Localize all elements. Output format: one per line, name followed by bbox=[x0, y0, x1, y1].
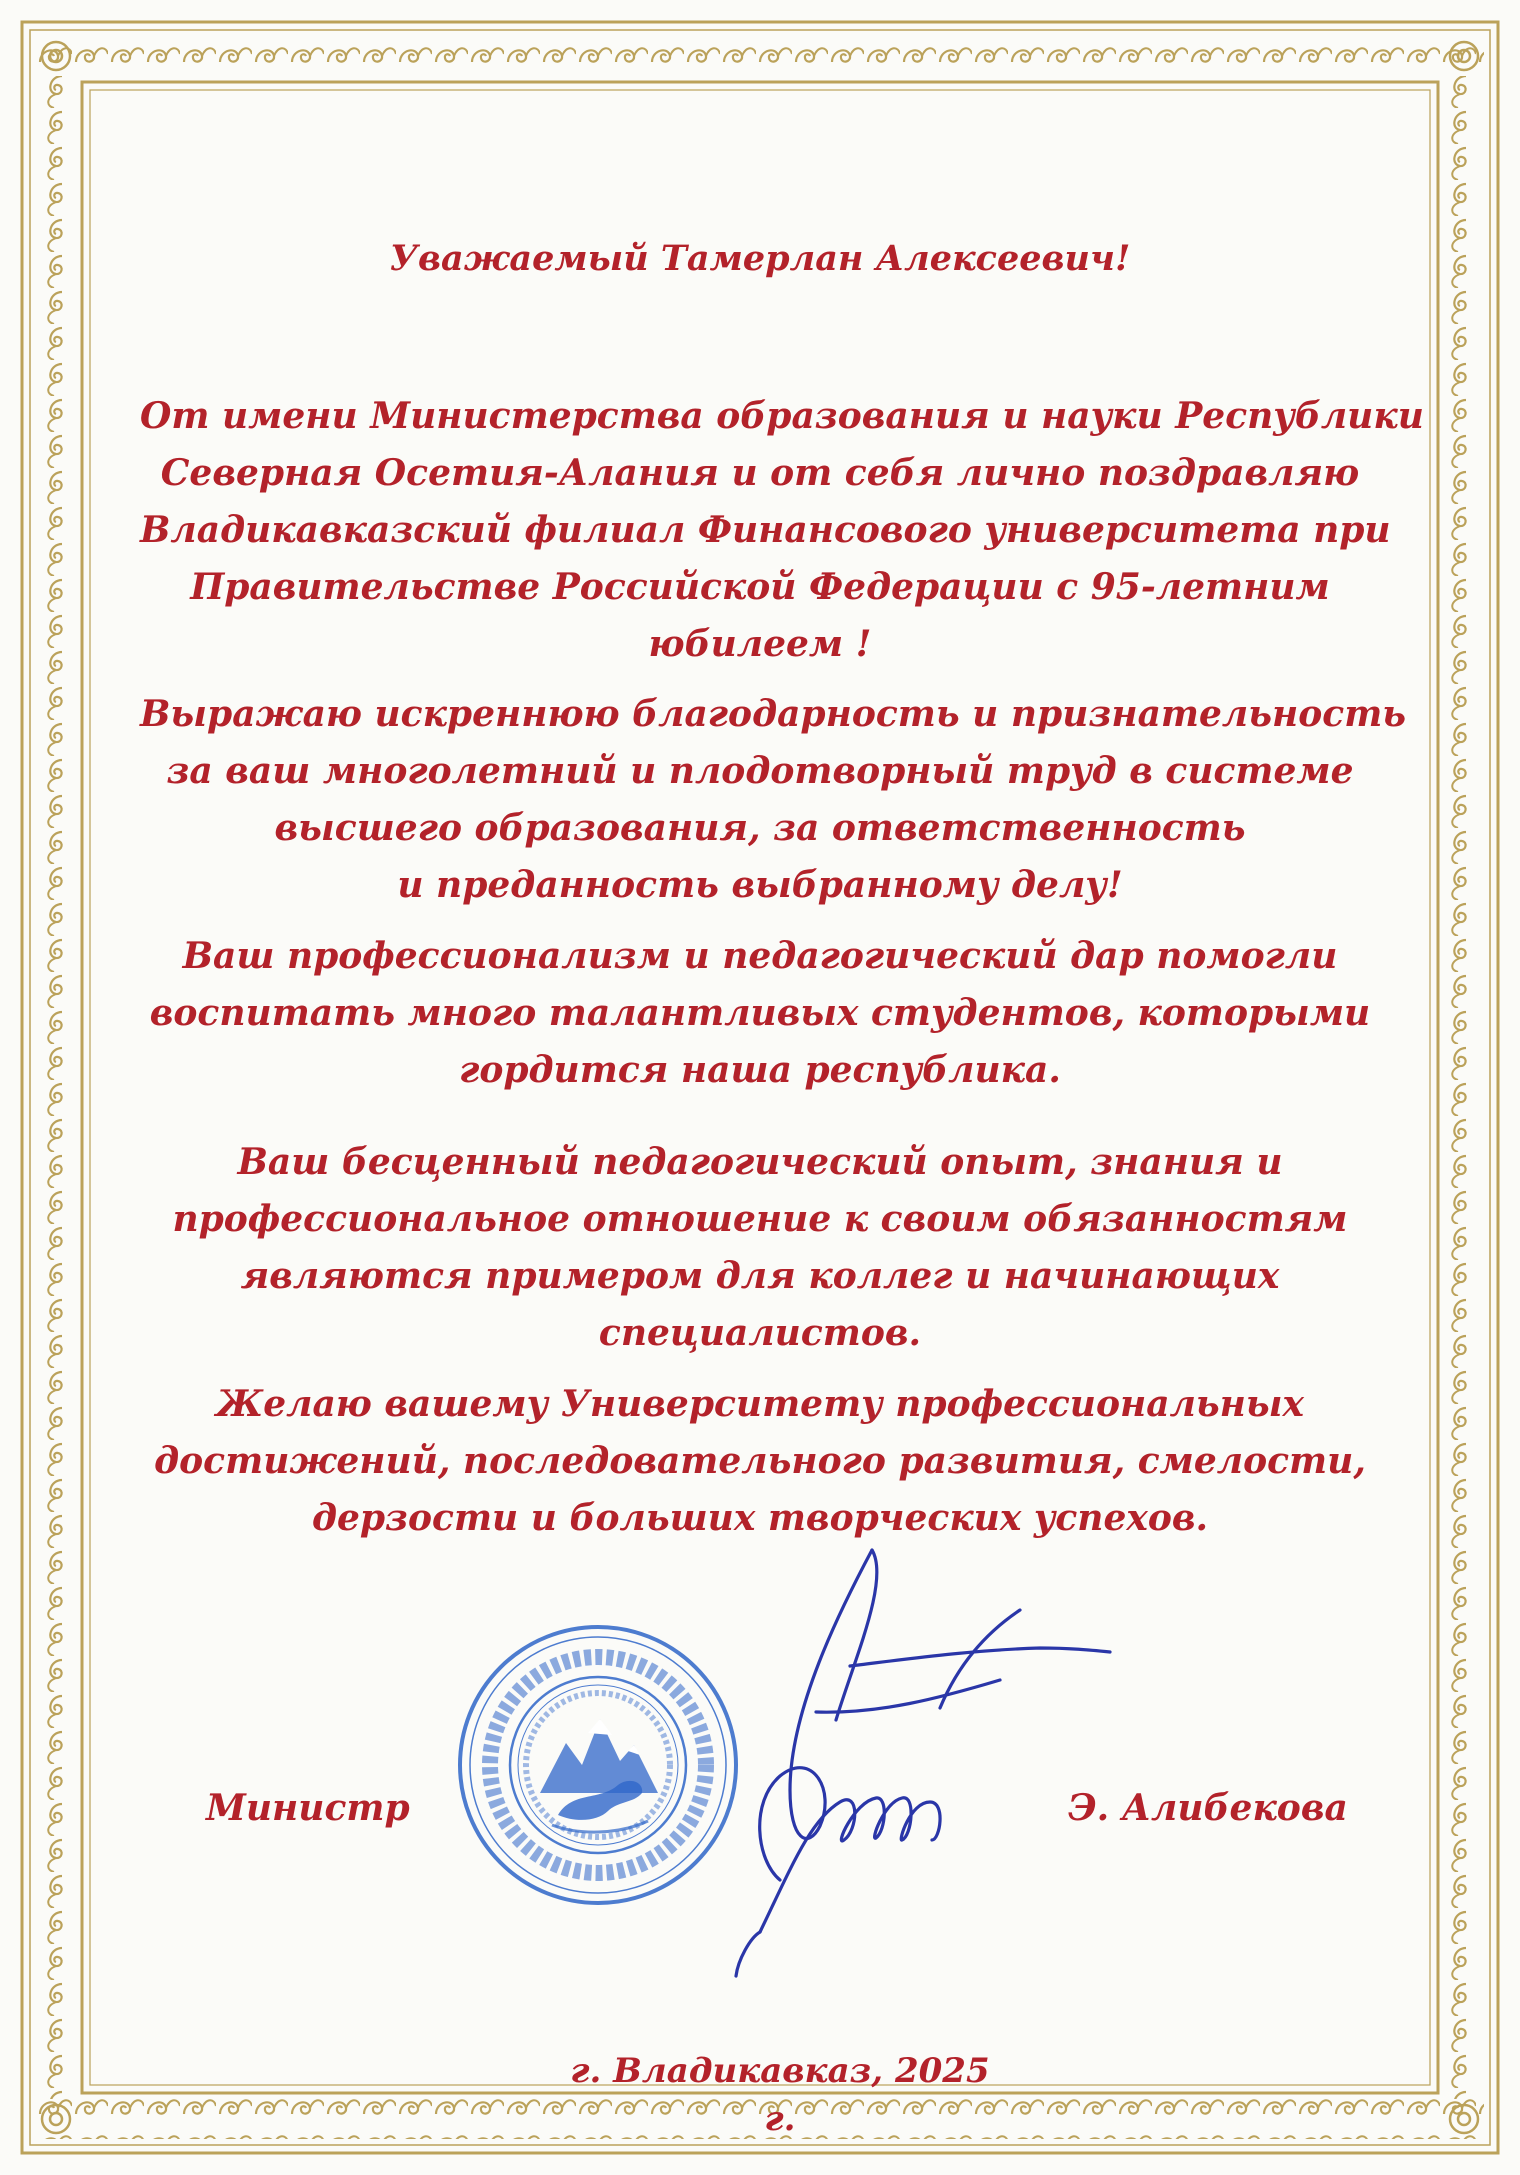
signature bbox=[640, 1540, 1160, 1980]
paragraph-line: Владикавказский филиал Финансового университета при bbox=[140, 509, 1391, 551]
paragraph-line: за ваш многолетний и плодотворный труд в системе bbox=[166, 750, 1354, 792]
paragraph-line: Северная Осетия-Алания и от себя лично поздравляю bbox=[160, 452, 1360, 494]
paragraph-line: Желаю вашему Университету профессиональных bbox=[215, 1383, 1304, 1425]
greeting: Уважаемый Тамерлан Алексеевич! bbox=[389, 238, 1131, 279]
place-and-date: г. Владикавказ, 2025 г. bbox=[570, 2051, 990, 2139]
paragraph-line: гордится наша республика. bbox=[459, 1049, 1061, 1091]
paragraph-line: воспитать много талантливых студентов, которыми bbox=[149, 992, 1371, 1034]
paragraph-line: юбилеем ! bbox=[648, 623, 872, 665]
paragraph-line: профессиональное отношение к своим обязанностям bbox=[172, 1198, 1348, 1240]
paragraph-line: достижений, последовательного развития, смелости, bbox=[154, 1440, 1366, 1482]
paragraph-line: специалистов. bbox=[598, 1312, 922, 1354]
paragraph-line: высшего образования, за ответственность bbox=[274, 807, 1246, 849]
paragraph-line: Ваш профессионализм и педагогический дар помогли bbox=[182, 935, 1338, 977]
paragraph-line: и преданность выбранному делу! bbox=[397, 864, 1123, 906]
paragraph-line: Ваш бесценный педагогический опыт, знания и bbox=[237, 1141, 1283, 1183]
paragraph-professionalism bbox=[140, 928, 1380, 1099]
paragraph-line: Выражаю искреннюю благодарность и признательность bbox=[140, 693, 1407, 735]
paragraph-line: От имени Министерства образования и науки Республики bbox=[140, 395, 1424, 437]
signatory-role: Министр bbox=[206, 1787, 410, 1829]
paragraph-line: являются примером для коллег и начинающих bbox=[240, 1255, 1280, 1297]
paragraph-gratitude bbox=[140, 686, 1407, 914]
paragraph-wishes bbox=[140, 1376, 1380, 1547]
paragraph-congratulation bbox=[140, 388, 1424, 673]
paragraph-experience bbox=[140, 1134, 1380, 1362]
signatory-name: Э. Алибекова bbox=[1068, 1787, 1348, 1829]
paragraph-line: Правительстве Российской Федерации с 95-летним bbox=[190, 566, 1330, 608]
paragraph-line: дерзости и больших творческих успехов. bbox=[311, 1497, 1209, 1539]
